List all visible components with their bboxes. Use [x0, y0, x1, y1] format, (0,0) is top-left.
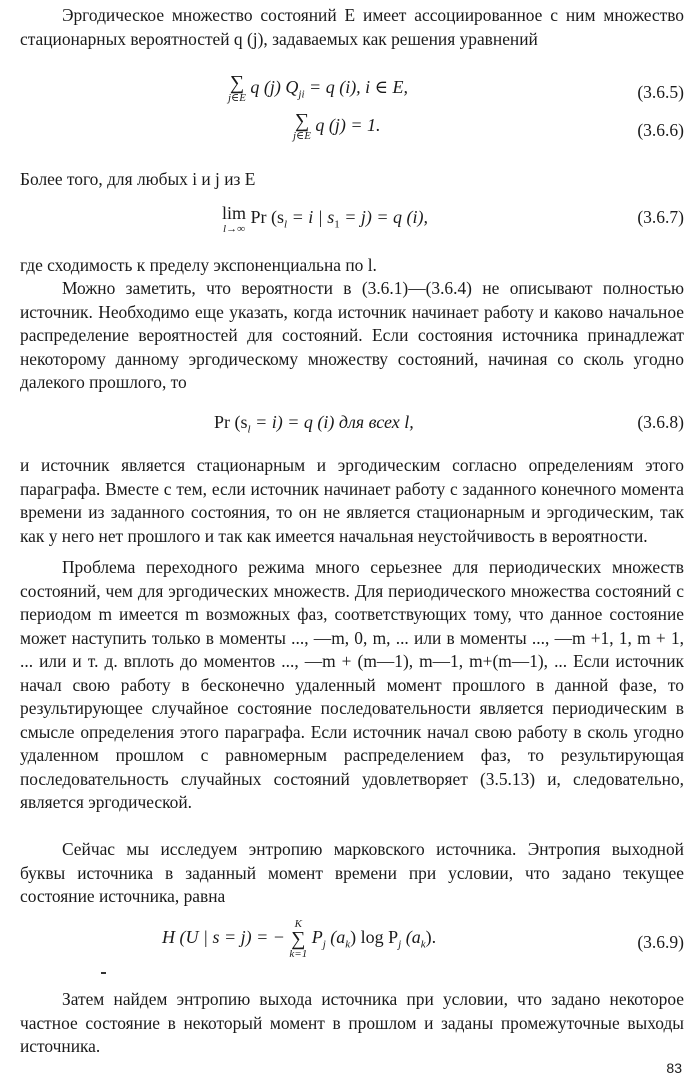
paragraph-stationary: и источник является стационарным и эргодическим согласно определениям этого параграфа. Вместе с тем, если источник начинает работу с заданного конечного момента времени из заданного состояния, то он не является стационарным и эргодическим, так как у него нет прошлого и так как имеется начальная неустойчивость в вероятности.: [20, 455, 684, 546]
equation-number: (3.6.5): [637, 82, 684, 102]
paragraph-moreover: Более того, для любых i и j из E: [20, 169, 256, 189]
paragraph-convergence: где сходимость к пределу экспоненциальна по l.: [20, 255, 377, 275]
stray-mark: [101, 972, 106, 974]
equation-number: (3.6.9): [637, 932, 684, 952]
sum-symbol: ∑ j∈E: [228, 72, 246, 104]
paragraph-periodic: Проблема переходного режима много серьезнее для периодических множеств состояний, чем для эргодических множеств. Для периодического множества состояний с периодом m имеется m возможных фаз, соответствующих тому, что данное состояние может наступить только в моменты ..., —m, 0, m, ... или в моменты ..., —m +1, 1, m + 1, ... или и т. д. вплоть до моментов ..., —m + (m—1), m—1, m+(m—1), ... Если источник начал свою работу в бесконечно удаленный момент прошлого в данной фазе, то результирующее случайное состояние последовательности является периодическим в смысле определения этого параграфа. Если источник начал свою работу в сколь угодно удаленном прошлом с равномерным распределением фаз, то результирующая последовательность случайных состояний удовлетворяет (3.5.13) и, следовательно, является эргодической.: [20, 557, 684, 812]
equation-3-6-7: lim l→∞ Pr ($s_l = i$ | $s_1 = j) = q$ (i), (3.6.7): [222, 203, 684, 235]
sum-symbol: K ∑ k=1: [289, 918, 308, 960]
paragraph-initial-distribution: Можно заметить, что вероятности в (3.6.1)—(3.6.4) не описывают полностью источник. Необходимо еще указать, когда источник начинает работу и каково начальное распределение вероятностей для состояний. Если состояния источника принадлежат некоторому данному эргодическому множеству состояний, начиная со сколь угодно далекого прошлого, то: [20, 278, 684, 392]
paragraph-entropy: Сейчас мы исследуем энтропию марковского источника. Энтропия выходной буквы источника в заданный момент времени при условии, что задано текущее состояние источника, равна: [20, 839, 684, 906]
paragraph-next-step: Затем найдем энтропию выхода источника при условии, что задано некоторое частное состояние в некоторый момент в прошлом и заданы промежуточные выходы источника.: [20, 989, 684, 1056]
paragraph-ergodic-intro: Эргодическое множество состояний E имеет ассоциированное с ним множество стационарных вероятностей q (j), задаваемых как решения уравнений: [20, 5, 684, 49]
equation-number: (3.6.7): [637, 207, 684, 227]
equation-3-6-8: Pr $(s_l = i) = q$ (i) для всех l, (3.6.8): [214, 412, 684, 436]
sum-symbol: ∑ j∈E: [293, 110, 311, 142]
equation-3-6-6: ∑ j∈E q (j) = 1. (3.6.6): [293, 110, 684, 142]
equation-number: (3.6.8): [637, 412, 684, 432]
equation-number: (3.6.6): [637, 120, 684, 140]
equation-3-6-9: H (U | s = j) = − K ∑ k=1 $P_j$ $(a_k)$ $\log P_j$ $(a_k)$. (3.6.9): [162, 918, 684, 960]
equation-3-6-5: ∑ j∈E q (j) $Q_{ji} = q$ (i), i ∈ E, (3.6.5): [228, 72, 684, 104]
page-number: 83: [666, 1060, 682, 1076]
limit-operator: lim l→∞: [222, 203, 247, 235]
